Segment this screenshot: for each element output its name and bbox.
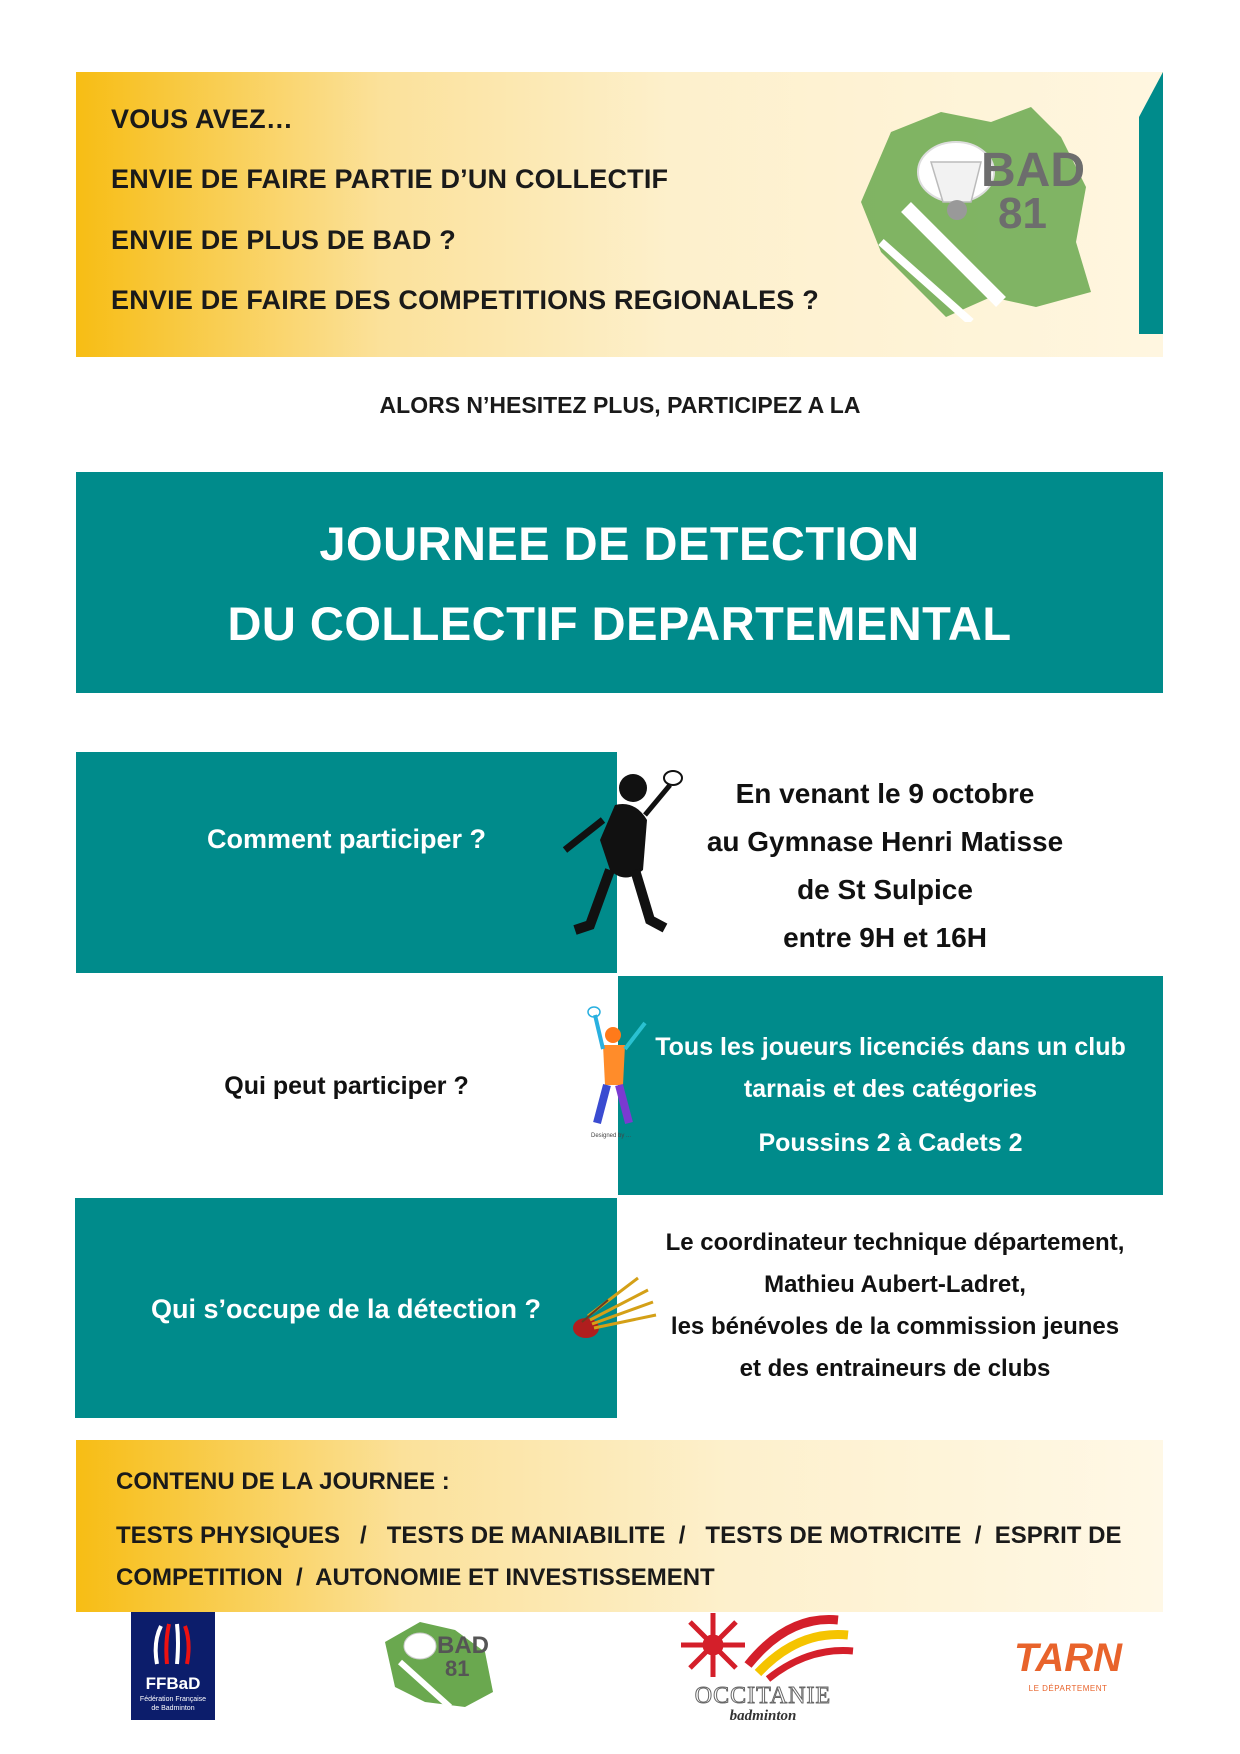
question-who: Qui peut participer ?: [224, 1072, 469, 1100]
answer-line: entre 9H et 16H: [783, 922, 987, 953]
answer-line: Tous les joueurs licenciés dans un club: [655, 1033, 1126, 1061]
colorful-player-image: [585, 1005, 655, 1145]
answer-line: tarnais et des catégories: [743, 1075, 1038, 1103]
answer-line: En venant le 9 octobre: [735, 778, 1035, 809]
answer-line: de St Sulpice: [797, 874, 973, 905]
title-line-1: JOURNEE DE DETECTION: [319, 517, 920, 570]
content-line-2: COMPETITION / AUTONOMIE ET INVESTISSEMENT: [116, 1564, 715, 1591]
image-caption: Designed by ...: [591, 1133, 632, 1139]
content-banner: [76, 1440, 1163, 1612]
answer-line: Poussins 2 à Cadets 2: [758, 1129, 1023, 1157]
question-box-how: [76, 752, 617, 973]
header-line: ENVIE DE FAIRE PARTIE D’UN COLLECTIF: [111, 164, 669, 194]
bad81-logo-text: BAD: [981, 144, 1085, 197]
ffbad-subtext: de Badminton: [151, 1705, 195, 1712]
bad81-footer-map-icon: [375, 1612, 500, 1712]
occitanie-text: OCCITANIE: [694, 1683, 832, 1709]
answer-who-runs: [640, 1222, 1150, 1390]
intro-text: ALORS N’HESITEZ PLUS, PARTICIPEZ A LA: [379, 392, 861, 418]
answer-line: et des entraineurs de clubs: [739, 1355, 1051, 1382]
badminton-player-colorful-icon: [585, 1005, 655, 1135]
bad81-logo: [851, 92, 1111, 322]
occitanie-subtext: badminton: [729, 1708, 797, 1724]
tarn-map-icon: [851, 92, 1111, 322]
answer-box-who: [618, 976, 1163, 1195]
question-how: Comment participer ?: [206, 824, 487, 854]
tarn-subtext: LE DÉPARTEMENT: [1028, 1684, 1108, 1693]
title-line-2: DU COLLECTIF DEPARTEMENTAL: [227, 597, 1012, 650]
header-line: VOUS AVEZ…: [111, 104, 294, 134]
answer-how: [660, 770, 1110, 962]
question-box-who: [76, 976, 617, 1195]
header-banner: [76, 72, 1163, 357]
ffbad-logo: [131, 1612, 215, 1720]
bad81-footer-number: 81: [445, 1656, 470, 1681]
header-line: ENVIE DE FAIRE DES COMPETITIONS REGIONALES ?: [111, 285, 819, 315]
answer-line: Le coordinateur technique département,: [665, 1229, 1125, 1256]
bad81-footer-text: BAD: [437, 1632, 489, 1659]
header-line: ENVIE DE PLUS DE BAD ?: [111, 225, 456, 255]
question-box-who-runs: [75, 1198, 617, 1418]
bad81-logo-number: 81: [998, 189, 1047, 238]
answer-line: les bénévoles de la commission jeunes: [670, 1313, 1120, 1340]
title-box: [76, 472, 1163, 693]
bad81-footer-logo: [375, 1612, 500, 1712]
ffbad-text: FFBaD: [145, 1674, 201, 1693]
content-line-1: TESTS PHYSIQUES / TESTS DE MANIABILITE / TESTS DE MOTRICITE / ESPRIT DE: [116, 1522, 1122, 1549]
ffbad-feather-icon: [149, 1622, 197, 1666]
content-heading: CONTENU DE LA JOURNEE :: [116, 1468, 450, 1495]
answer-line: Mathieu Aubert-Ladret,: [764, 1271, 1026, 1298]
header-accent-stripe: [1139, 72, 1163, 334]
occitanie-cross-icon: [668, 1605, 858, 1685]
answer-line: au Gymnase Henri Matisse: [706, 826, 1064, 857]
question-who-runs: Qui s’occupe de la détection ?: [150, 1294, 542, 1324]
answer-who: [618, 1026, 1163, 1164]
ffbad-subtext: Fédération Française: [139, 1696, 207, 1703]
tarn-text: TARN: [1013, 1636, 1123, 1680]
tarn-logo: [1008, 1638, 1128, 1698]
occitanie-logo: [668, 1605, 858, 1725]
